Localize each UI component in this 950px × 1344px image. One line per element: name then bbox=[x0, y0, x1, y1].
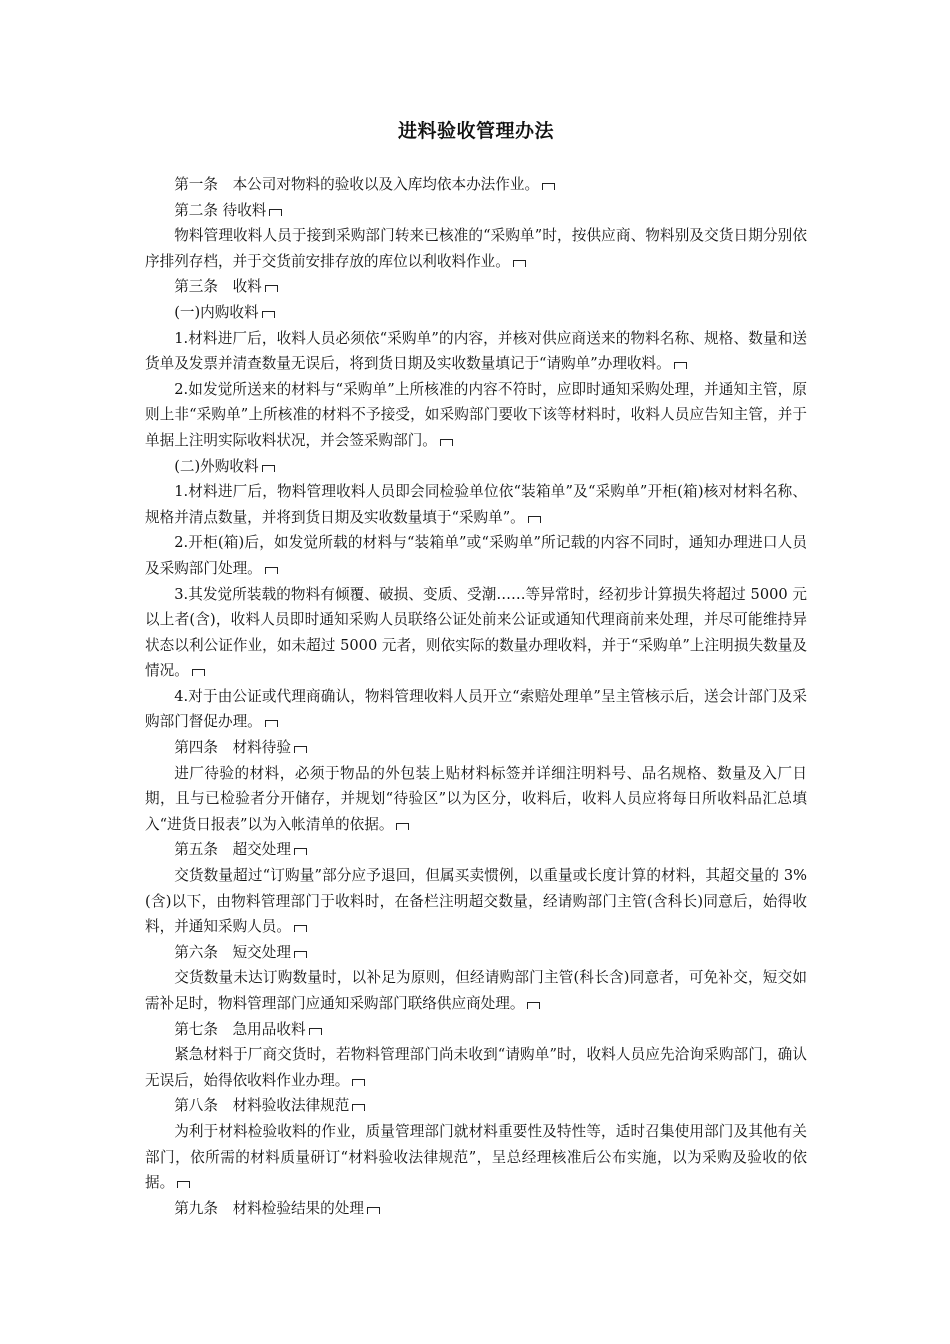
paragraph-mark-icon bbox=[294, 951, 307, 958]
document-body bbox=[145, 172, 807, 1221]
article-9-heading bbox=[145, 1196, 807, 1222]
paragraph-mark-icon bbox=[265, 285, 278, 292]
section-foreign-heading bbox=[145, 454, 807, 480]
article-4-body bbox=[145, 761, 807, 838]
domestic-item-1 bbox=[145, 326, 807, 377]
paragraph-mark-icon bbox=[192, 669, 205, 676]
paragraph-text: 2.如发觉所送来的材料与“采购单”上所核准的内容不符时，应即时通知采购处理，并通知主管，原则上非“采购单”上所核准的材料不予接受，如采购部门要收下该等材料时，收料人员应告知主管，并于单据上注明实际收料状况，并会签采购部门。 bbox=[145, 380, 807, 449]
paragraph-mark-icon bbox=[527, 1002, 540, 1009]
paragraph-mark-icon bbox=[528, 516, 541, 523]
paragraph-mark-icon bbox=[177, 1181, 190, 1188]
article-8-heading bbox=[145, 1093, 807, 1119]
paragraph-text: 4.对于由公证或代理商确认，物料管理收料人员开立“索赔处理单”呈主管核示后，送会计部门及采购部门督促办理。 bbox=[145, 687, 807, 731]
paragraph-mark-icon bbox=[352, 1104, 365, 1111]
foreign-item-4 bbox=[145, 684, 807, 735]
paragraph-mark-icon bbox=[265, 720, 278, 727]
article-3-heading bbox=[145, 274, 807, 300]
article-6-body bbox=[145, 965, 807, 1016]
article-7-body bbox=[145, 1042, 807, 1093]
article-5-heading bbox=[145, 837, 807, 863]
foreign-item-3 bbox=[145, 582, 807, 684]
foreign-item-1 bbox=[145, 479, 807, 530]
paragraph-text: 第一条 本公司对物料的验收以及入库均依本办法作业。 bbox=[174, 176, 540, 193]
article-5-body bbox=[145, 863, 807, 940]
paragraph-mark-icon bbox=[309, 1028, 322, 1035]
article-2-heading bbox=[145, 198, 807, 224]
paragraph-text: 交货数量未达订购数量时，以补足为原则，但经请购部门主管(科长含)同意者，可免补交，短交如需补足时，物料管理部门应通知采购部门联络供应商处理。 bbox=[145, 969, 807, 1012]
paragraph-mark-icon bbox=[294, 925, 307, 932]
paragraph-mark-icon bbox=[352, 1079, 365, 1086]
paragraph-text: 第四条 材料待验 bbox=[174, 739, 291, 757]
paragraph-text: 3.其发觉所装载的物料有倾覆、破损、变质、受潮……等异常时，经初步计算损失将超过 5000 元以上者(含)，收料人员即时通知采购人员联络公证处前来公证或通知代理商前来处理，并尽可能维持异状态以利公证作业，如未超过 5000 元者，则依实际的数量办理收料，并于“采购单”上注明损失数量及情况。 bbox=[145, 585, 807, 680]
paragraph-text: 第六条 短交处理 bbox=[174, 943, 291, 961]
paragraph-mark-icon bbox=[674, 362, 687, 369]
article-7-heading bbox=[145, 1017, 807, 1043]
foreign-item-2 bbox=[145, 530, 807, 581]
paragraph-text: 为利于材料检验收料的作业，质量管理部门就材料重要性及特性等，适时召集使用部门及其他有关部门，依所需的材料质量研订“材料验收法律规范”，呈总经理核准后公布实施，以为采购及验收的依据。 bbox=[145, 1122, 807, 1192]
paragraph-text: 1.材料进厂后，收料人员必须依“采购单”的内容，并核对供应商送来的物料名称、规格、数量和送货单及发票并清查数量无误后，将到货日期及实收数量填记于“请购单”办理收料。 bbox=[145, 329, 807, 373]
paragraph-mark-icon bbox=[367, 1207, 380, 1214]
paragraph-text: 第八条 材料验收法律规范 bbox=[174, 1097, 350, 1115]
paragraph-mark-icon bbox=[269, 209, 282, 216]
paragraph-text: 紧急材料于厂商交货时，若物料管理部门尚未收到“请购单”时，收料人员应先洽询采购部门，确认无误后，始得依收料作业办理。 bbox=[145, 1046, 807, 1089]
paragraph-text: (一)内购收料 bbox=[174, 303, 259, 321]
paragraph-text: 第五条 超交处理 bbox=[174, 841, 291, 859]
article-6-heading bbox=[145, 940, 807, 966]
paragraph-mark-icon bbox=[262, 311, 275, 318]
article-2-body bbox=[145, 223, 807, 274]
domestic-item-2 bbox=[145, 377, 807, 454]
paragraph-text: 1.材料进厂后，物料管理收料人员即会同检验单位依“装箱单”及“采购单”开柜(箱)核对材料名称、规格并清点数量，并将到货日期及实收数量填于“采购单”。 bbox=[145, 483, 807, 526]
paragraph-mark-icon bbox=[294, 848, 307, 855]
article-4-heading bbox=[145, 735, 807, 761]
paragraph-text: 交货数量超过“订购量”部分应予退回，但属买卖惯例，以重量或长度计算的材料，其超交量的 3%(含)以下，由物料管理部门于收料时，在备栏注明超交数量，经请购部门主管(含科长)同意后，始得收料，并通知采购人员。 bbox=[145, 867, 807, 936]
paragraph-text: 物料管理收料人员于接到采购部门转来已核准的“采购单”时，按供应商、物料别及交货日期分别依序排列存档，并于交货前安排存放的库位以利收料作业。 bbox=[145, 227, 807, 270]
paragraph-text: 第九条 材料检验结果的处理 bbox=[174, 1199, 364, 1217]
paragraph-text: 进厂待验的材料，必须于物品的外包装上贴材料标签并详细注明料号、品名规格、数量及入厂日期，且与已检验者分开储存，并规划“待验区”以为区分，收料后，收料人员应将每日所收料品汇总填入“进货日报表”以为入帐清单的依据。 bbox=[145, 764, 807, 833]
article-8-body bbox=[145, 1119, 807, 1196]
paragraph-text: 第二条 待收料 bbox=[174, 201, 267, 219]
paragraph-text: (二)外购收料 bbox=[174, 457, 259, 475]
paragraph-mark-icon bbox=[513, 260, 526, 267]
paragraph-mark-icon bbox=[265, 567, 278, 574]
paragraph-mark-icon bbox=[396, 823, 409, 830]
paragraph-mark-icon bbox=[440, 439, 453, 446]
paragraph-text: 第七条 急用品收料 bbox=[174, 1020, 306, 1038]
paragraph-mark-icon bbox=[262, 465, 275, 472]
section-domestic-heading bbox=[145, 300, 807, 326]
paragraph-text: 2.开柜(箱)后，如发觉所载的材料与“装箱单”或“采购单”所记载的内容不同时，通知办理进口人员及采购部门处理。 bbox=[145, 534, 807, 577]
paragraph-mark-icon bbox=[294, 746, 307, 753]
paragraph-mark-icon bbox=[542, 183, 555, 190]
document-page bbox=[145, 118, 807, 1221]
article-1 bbox=[145, 172, 807, 198]
document-title: 进料验收管理办法 bbox=[397, 120, 554, 142]
paragraph-text: 第三条 收料 bbox=[174, 278, 262, 296]
